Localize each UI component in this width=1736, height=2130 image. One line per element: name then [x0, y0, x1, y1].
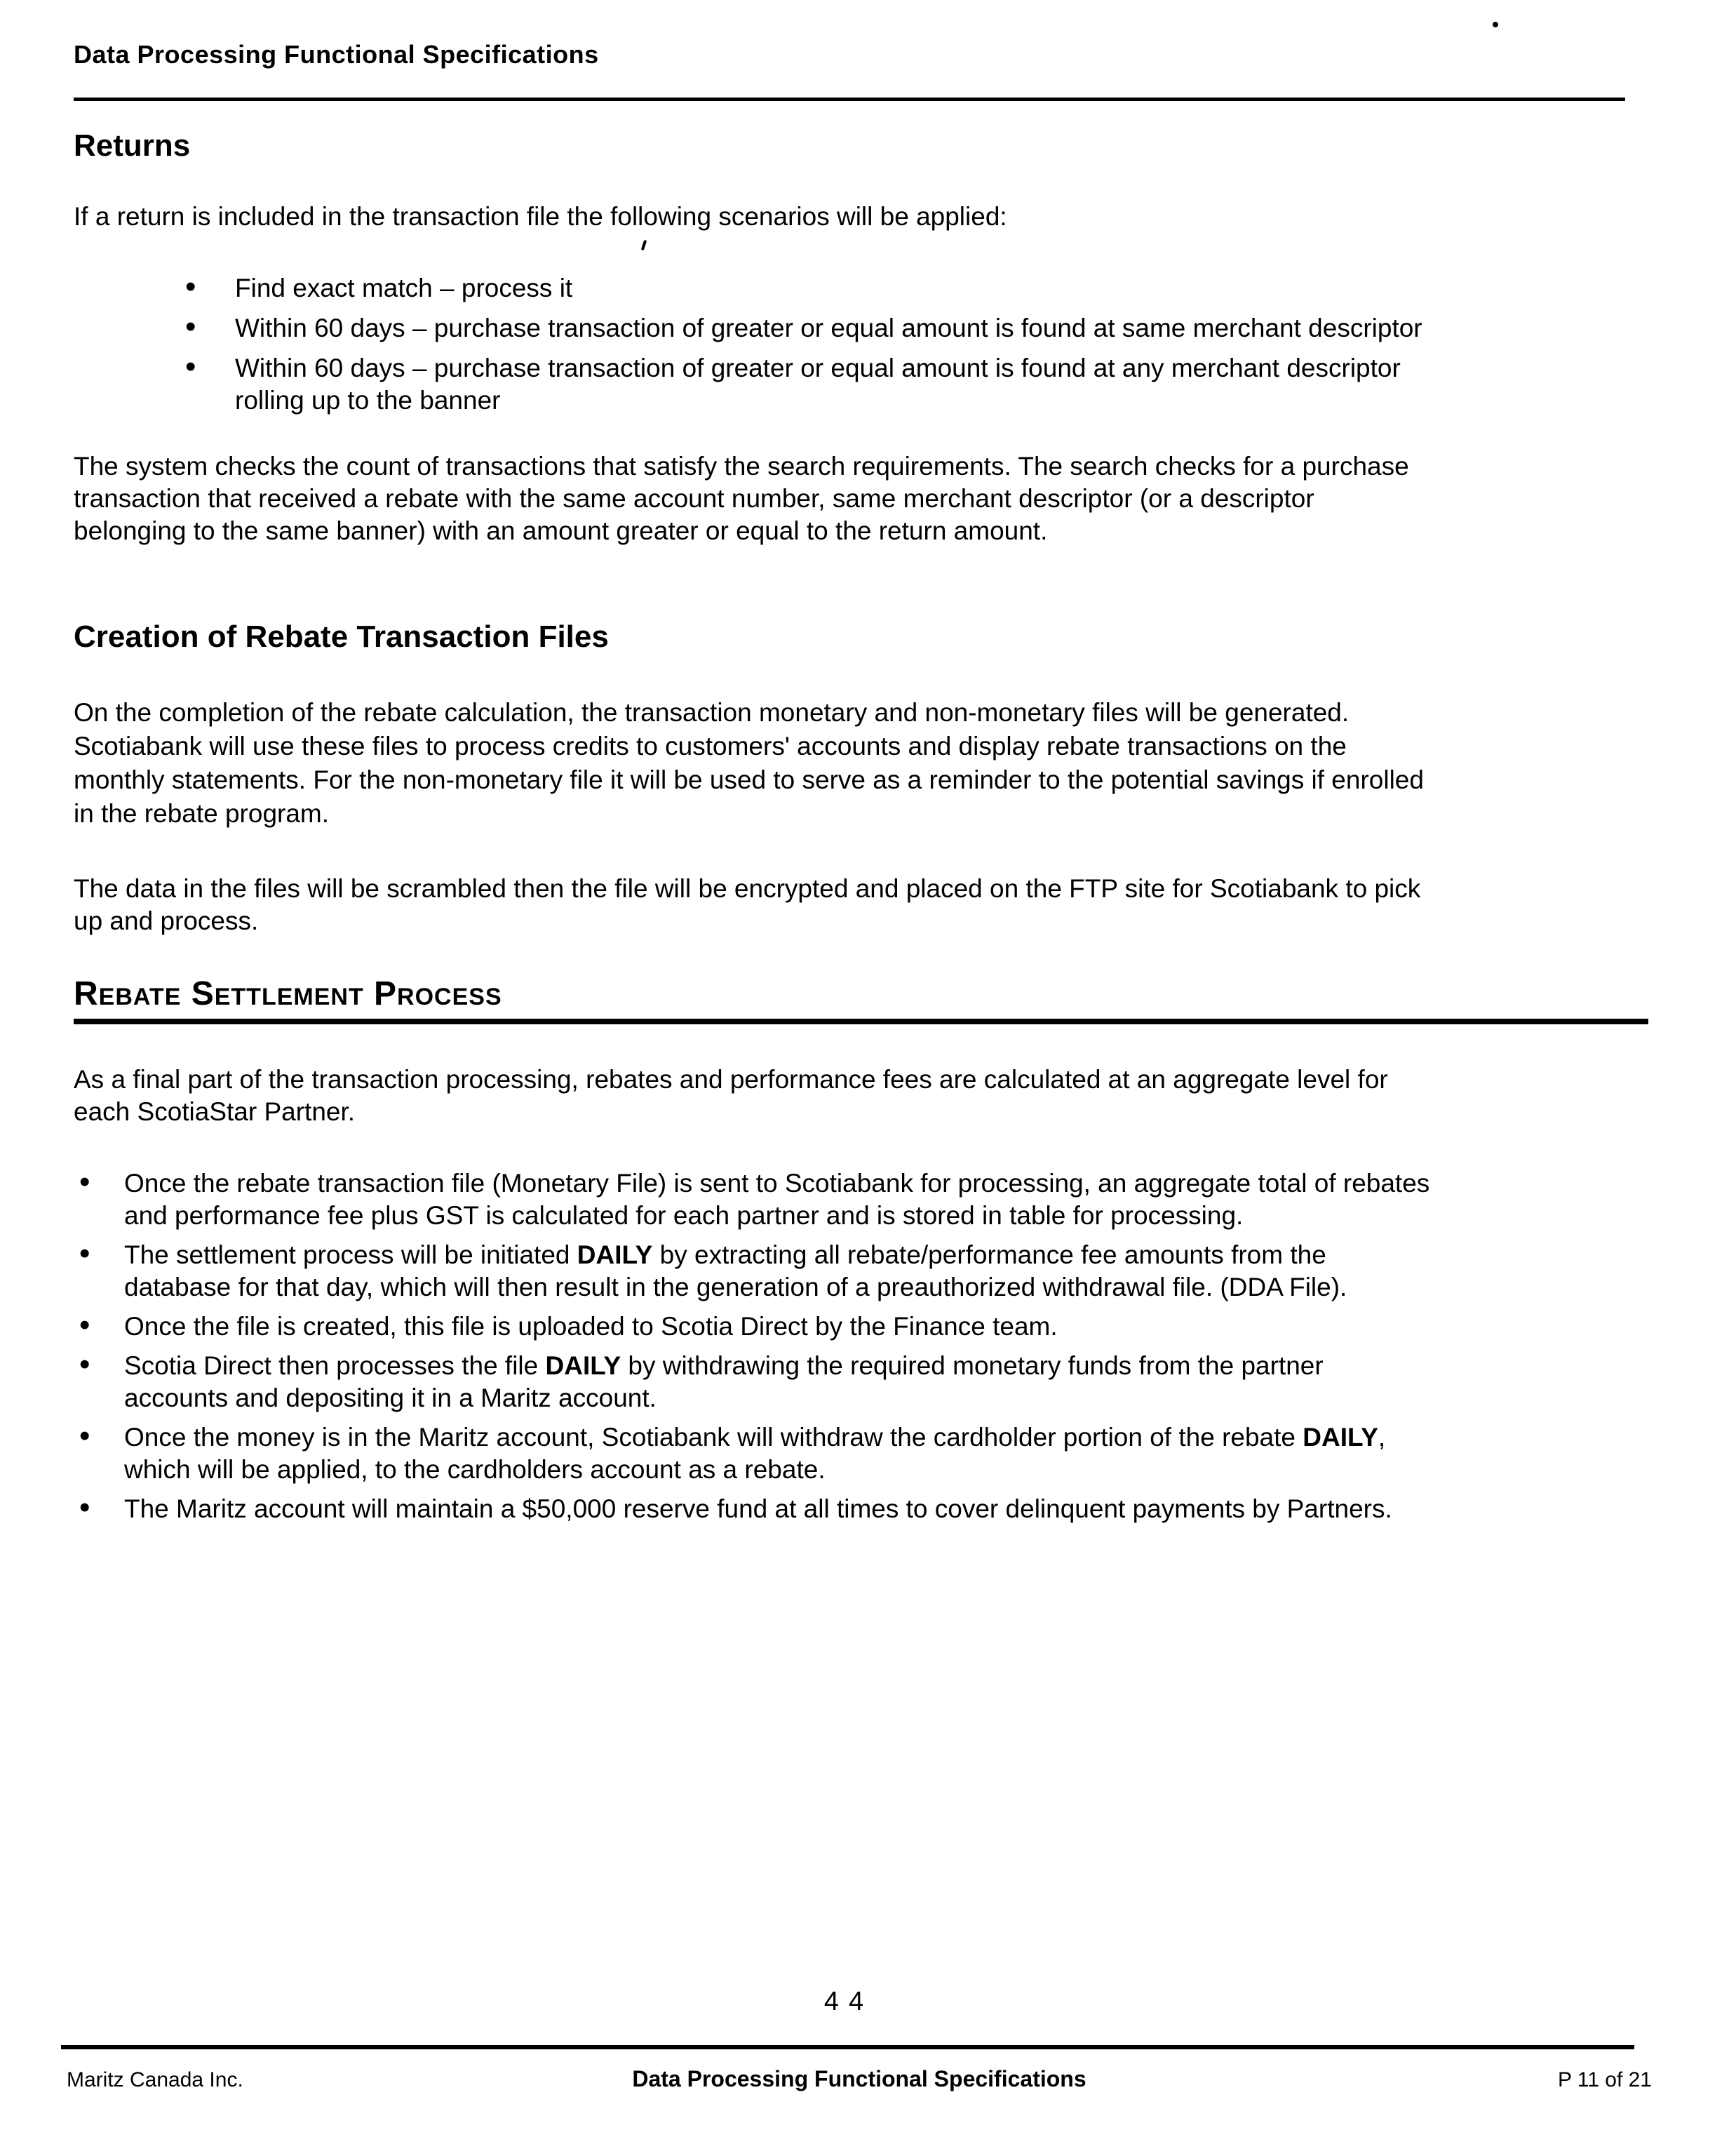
scan-artifact-dot [1493, 22, 1498, 27]
text-line [74, 1064, 1660, 1096]
text-run: The system checks the count of transactions that satisfy the search requirements. The search checks for a purchase [74, 452, 1409, 481]
text-line [235, 312, 1660, 344]
settlement-intro-paragraph [74, 1064, 1660, 1128]
returns-body-paragraph [74, 450, 1660, 547]
text-run: , [1378, 1423, 1386, 1452]
text-line [124, 1200, 1660, 1232]
page-content [74, 39, 1660, 1532]
text-run: Find exact match – process it [235, 274, 573, 302]
text-run: Scotiabank will use these files to process credits to customers' accounts and display rebate transactions on the [74, 732, 1347, 761]
text-run: up and process. [74, 906, 259, 935]
page-footer [67, 2066, 1652, 2092]
list-item [185, 272, 1660, 304]
section-heading-settlement: Rebate Settlement Process [74, 975, 502, 1012]
text-run: transaction that received a rebate with the same account number, same merchant descriptor (or a descriptor [74, 484, 1314, 513]
text-run: monthly statements. For the non-monetary file it will be used to serve as a reminder to the potential savings if enrolled [74, 765, 1424, 794]
text-run: each ScotiaStar Partner. [74, 1097, 356, 1126]
page-header-title: Data Processing Functional Specifications [74, 40, 599, 69]
text-run: in the rebate program. [74, 799, 330, 828]
returns-bullet-list [185, 272, 1660, 417]
text-run: If a return is included in the transaction file the following scenarios will be applied: [74, 202, 1007, 231]
footer-rule [61, 2045, 1634, 2049]
text-line [124, 1350, 1660, 1382]
text-line [124, 1271, 1660, 1304]
creation-paragraph-1 [74, 696, 1660, 831]
section-heading-creation: Creation of Rebate Transaction Files [74, 619, 609, 654]
page-number: 44 [823, 1987, 874, 2016]
text-run: On the completion of the rebate calculation, the transaction monetary and non-monetary files will be generated. [74, 698, 1350, 727]
text-run: As a final part of the transaction processing, rebates and performance fees are calculated at an aggregate level for [74, 1065, 1388, 1094]
settlement-bullet-list [79, 1167, 1660, 1525]
text-line [124, 1454, 1660, 1486]
bold-text-run: DAILY [545, 1351, 621, 1380]
text-line [74, 905, 1660, 937]
text-run: The settlement process will be initiated [124, 1240, 577, 1269]
text-run: Once the rebate transaction file (Monetary File) is sent to Scotiabank for processing, an aggregate total of rebates [124, 1169, 1430, 1198]
header-rule [74, 98, 1625, 101]
text-line [124, 1167, 1660, 1200]
bold-text-run: DAILY [577, 1240, 653, 1269]
text-line [74, 515, 1660, 547]
text-line [124, 1421, 1660, 1454]
list-item [185, 312, 1660, 344]
list-item [79, 1350, 1660, 1414]
text-run: accounts and depositing it in a Maritz account. [124, 1384, 657, 1412]
text-line [124, 1493, 1660, 1525]
footer-page-indicator: P 11 of 21 [1557, 2068, 1652, 2091]
text-run: The Maritz account will maintain a $50,000 reserve fund at all times to cover delinquent payments by Partners. [124, 1494, 1392, 1523]
text-run: Once the file is created, this file is uploaded to Scotia Direct by the Finance team. [124, 1312, 1058, 1341]
text-run: Scotia Direct then processes the file [124, 1351, 546, 1380]
creation-paragraph-2 [74, 873, 1660, 937]
text-run: database for that day, which will then result in the generation of a preauthorized withdrawal file. (DDA File). [124, 1273, 1347, 1301]
settlement-heading-rule [74, 1019, 1648, 1024]
text-line [74, 450, 1660, 483]
text-run: and performance fee plus GST is calculated for each partner and is stored in table for processing. [124, 1201, 1244, 1230]
text-line [124, 1311, 1660, 1343]
text-run: Within 60 days – purchase transaction of greater or equal amount is found at any merchant descriptor [235, 354, 1401, 382]
text-line [235, 352, 1660, 384]
text-line [74, 201, 1660, 233]
text-line [74, 873, 1660, 905]
text-line [74, 696, 1660, 730]
text-run: Within 60 days – purchase transaction of greater or equal amount is found at same merchant descriptor [235, 314, 1422, 342]
bold-text-run: DAILY [1303, 1423, 1378, 1452]
text-run: by withdrawing the required monetary funds from the partner [621, 1351, 1324, 1380]
list-item [79, 1421, 1660, 1486]
returns-intro-paragraph [74, 201, 1660, 233]
text-run: belonging to the same banner) with an amount greater or equal to the return amount. [74, 516, 1048, 545]
text-line [235, 384, 1660, 417]
text-line [124, 1239, 1660, 1271]
list-item [185, 352, 1660, 417]
text-line [124, 1382, 1660, 1414]
text-line [74, 730, 1660, 763]
list-item [79, 1239, 1660, 1304]
text-line [74, 483, 1660, 515]
list-item [79, 1167, 1660, 1232]
text-run: rolling up to the banner [235, 386, 501, 415]
list-item [79, 1311, 1660, 1343]
footer-company: Maritz Canada Inc. [67, 2068, 243, 2091]
list-item [79, 1493, 1660, 1525]
section-heading-returns: Returns [74, 128, 191, 163]
text-run: Once the money is in the Maritz account, Scotiabank will withdraw the cardholder portion of the rebate [124, 1423, 1303, 1452]
text-run: The data in the files will be scrambled then the file will be encrypted and placed on the FTP site for Scotiabank to pick [74, 874, 1421, 903]
text-line [235, 272, 1660, 304]
text-line [74, 1096, 1660, 1128]
text-run: by extracting all rebate/performance fee amounts from the [652, 1240, 1326, 1269]
text-line [74, 797, 1660, 831]
footer-document-title: Data Processing Functional Specifications [632, 2066, 1086, 2091]
text-run: which will be applied, to the cardholders account as a rebate. [124, 1455, 826, 1484]
text-line [74, 763, 1660, 797]
